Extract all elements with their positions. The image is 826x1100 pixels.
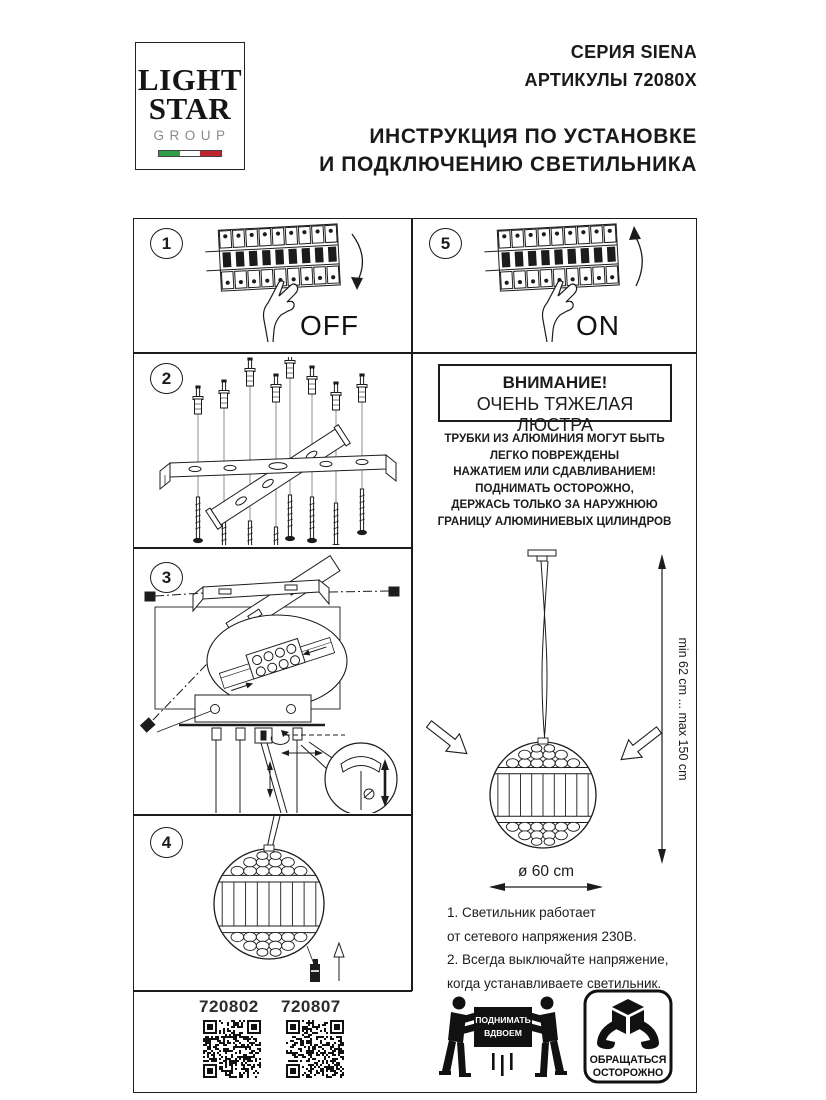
step5-number: 5 xyxy=(429,228,462,259)
chandelier-dimensions-illustration xyxy=(415,546,697,902)
height-range-label: min 62 cm ... max 150 cm xyxy=(676,637,690,781)
lift-by-two-icon xyxy=(437,993,569,1089)
logo-star: STAR xyxy=(148,91,232,126)
warning-subtitle: ОЧЕНЬ ТЯЖЕЛАЯ ЛЮСТРА xyxy=(476,394,634,435)
step3-mounting-illustration xyxy=(133,549,412,813)
lift-badge-line2: ВДВОЕМ xyxy=(484,1028,522,1038)
doc-title-line2: И ПОДКЛЮЧЕНИЮ СВЕТИЛЬНИКА xyxy=(319,153,697,176)
doc-title-line1: ИНСТРУКЦИЯ ПО УСТАНОВКЕ xyxy=(369,125,697,148)
step5-breaker-on-illustration xyxy=(479,222,659,344)
step4-divider xyxy=(133,990,412,992)
warning-body: ТРУБКИ ИЗ АЛЮМИНИЯ МОГУТ БЫТЬ ЛЕГКО ПОВРЕЖДЕНЫ НАЖАТИЕМ ИЛИ СДАВЛИВАНИЕМ! ПОДНИМАТЬ ОСТОРОЖНО, ДЕРЖАСЬ ТОЛЬКО ЗА НАРУЖНЮЮ ГРАНИЦУ АЛЮМИНИЕВЫХ ЦИЛИНДРОВ xyxy=(437,432,672,528)
qr-code-720807 xyxy=(286,1020,344,1078)
care-badge-line2: ОСТОРОЖНО xyxy=(592,1067,664,1079)
qr-code-720802 xyxy=(203,1020,261,1078)
series-title: СЕРИЯ SIENA xyxy=(570,42,697,62)
step5-on-label: ON xyxy=(576,310,620,341)
article-code-left: 720802 xyxy=(199,997,259,1016)
care-badge-line1: ОБРАЩАТЬСЯ xyxy=(589,1054,667,1066)
logo-group: GROUP xyxy=(153,128,231,143)
row1-divider xyxy=(133,352,697,354)
handle-with-care-icon xyxy=(582,988,674,1085)
step4-chandelier-illustration xyxy=(133,816,412,988)
articles-title: АРТИКУЛЫ 72080X xyxy=(524,70,697,90)
warning-box xyxy=(438,364,672,435)
lightstar-logo xyxy=(135,42,245,170)
article-code-right: 720807 xyxy=(281,997,341,1016)
warning-title: ВНИМАНИЕ! xyxy=(502,373,608,392)
diameter-label: ø 60 cm xyxy=(518,863,574,880)
italian-flag-icon xyxy=(158,150,222,157)
power-notes: 1. Светильник работает от сетевого напряжения 230В. 2. Всегда выключайте напряжение, когда устанавливаете светильник. xyxy=(447,905,669,991)
step1-number: 1 xyxy=(150,228,183,259)
step4-number: 4 xyxy=(150,827,183,858)
step1-off-label: OFF xyxy=(300,310,359,341)
lift-badge-line1: ПОДНИМАТЬ xyxy=(475,1015,531,1025)
logo-light: LIGHT xyxy=(137,62,243,97)
step2-bracket-illustration xyxy=(140,357,410,545)
step3-number: 3 xyxy=(150,562,183,593)
step2-number: 2 xyxy=(150,363,183,394)
